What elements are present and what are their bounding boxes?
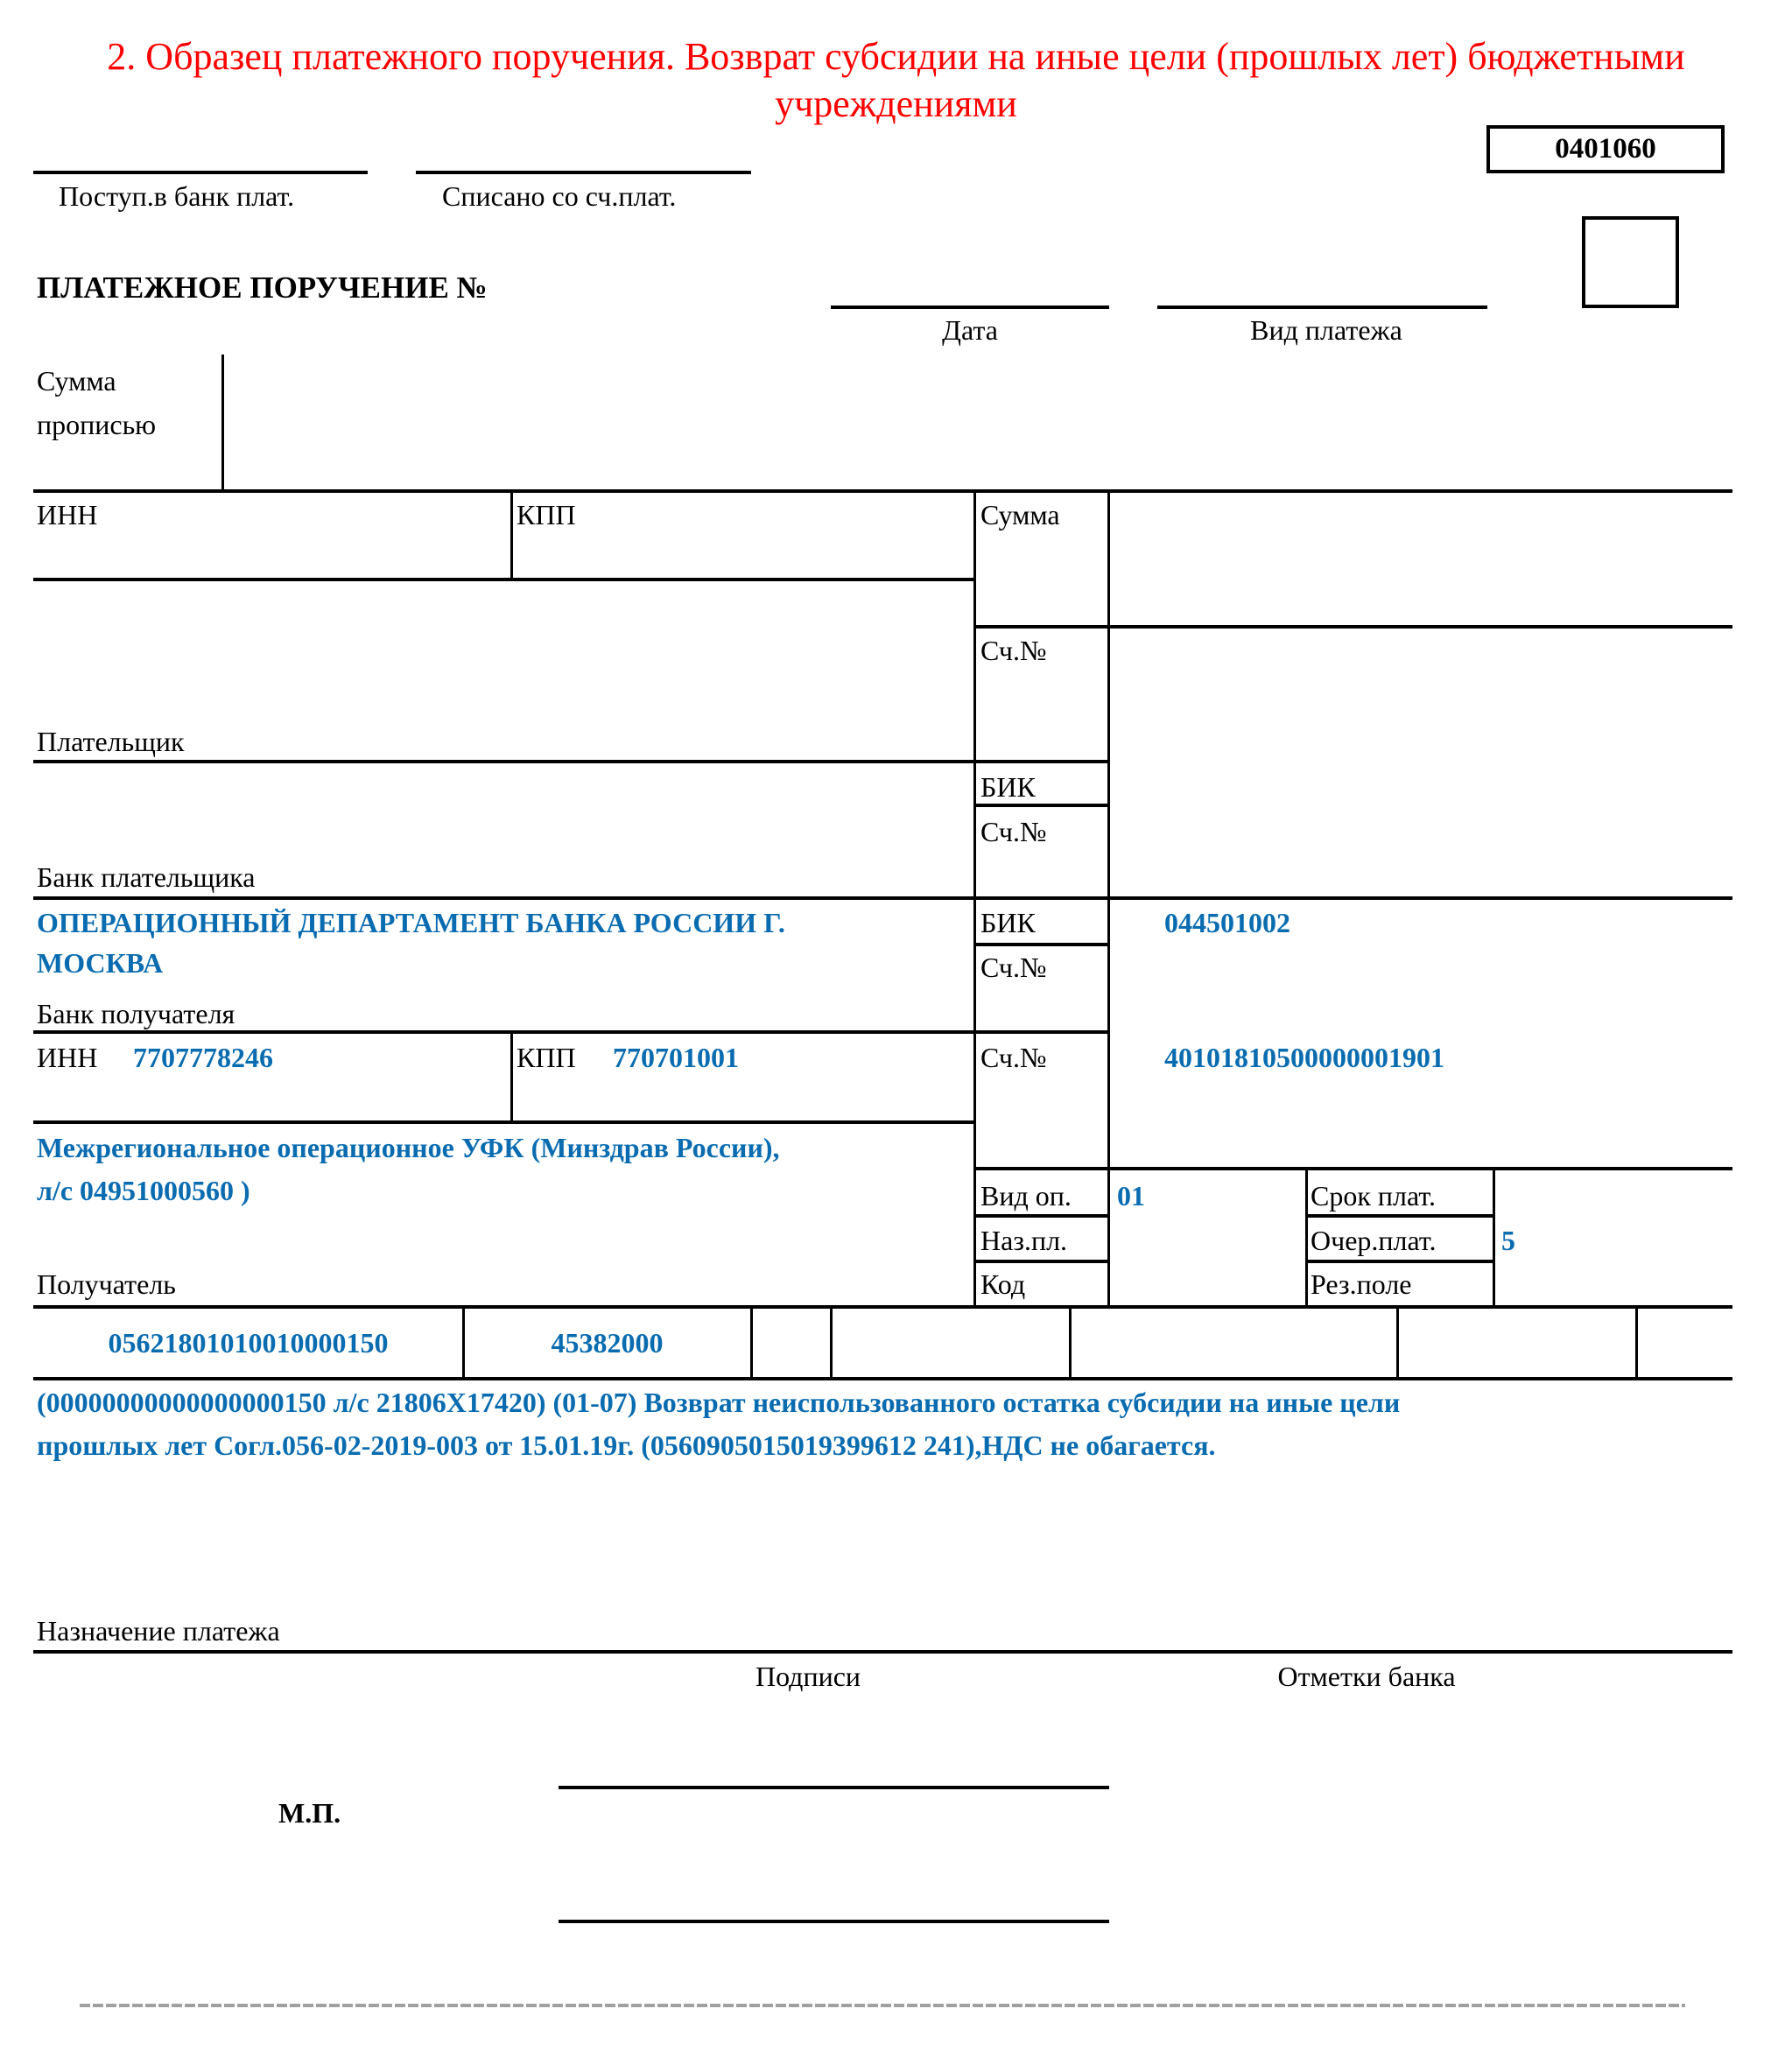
divider [975, 1214, 1109, 1218]
divider [510, 1032, 513, 1122]
received-date-field[interactable] [33, 171, 368, 174]
payer-account-label: Сч.№ [980, 635, 1047, 666]
debited-label: Списано со сч.плат. [442, 180, 677, 212]
divider [33, 578, 975, 581]
signature-line-1[interactable] [559, 1786, 1109, 1789]
page-title-line1: 2. Образец платежного поручения. Возврат субсидии на иные цели (прошлых лет) бюджетными [107, 35, 1685, 78]
divider [1069, 1307, 1072, 1379]
recipient-inn-label: ИНН [37, 1042, 98, 1073]
document-title: ПЛАТЕЖНОЕ ПОРУЧЕНИЕ № [37, 270, 488, 305]
form-code-box [1486, 125, 1725, 173]
payer-bank-bik-label: БИК [980, 771, 1036, 803]
payment-type-label: Вид платежа [1250, 314, 1402, 346]
recipient-label: Получатель [37, 1268, 176, 1300]
code-label: Код [980, 1268, 1026, 1300]
payer-bank-account-label: Сч.№ [980, 816, 1047, 847]
op-type-label: Вид оп. [980, 1180, 1072, 1212]
priority-value: 5 [1501, 1225, 1515, 1256]
divider [975, 804, 1109, 807]
purpose-line-1: (00000000000000000150 л/с 21806Х17420) (01-07) Возврат неиспользованного остатка субсидии на иные цели [37, 1387, 1401, 1418]
purpose-code-label: Наз.пл. [980, 1225, 1068, 1256]
kbk-value: 05621801010010000150 [108, 1327, 389, 1359]
divider [33, 896, 1732, 900]
recipient-bank-label: Банк получателя [37, 998, 235, 1029]
date-label: Дата [942, 314, 998, 346]
payer-kpp-label: КПП [517, 499, 576, 530]
divider [1307, 1214, 1494, 1218]
bank-marks-label: Отметки банка [1277, 1661, 1456, 1692]
divider [975, 943, 1109, 946]
form-code: 0401060 [1555, 133, 1656, 165]
divider [1635, 1307, 1638, 1379]
reserve-field-label: Рез.поле [1311, 1268, 1412, 1300]
payment-type-field[interactable] [1157, 306, 1487, 309]
debited-date-field[interactable] [416, 171, 751, 174]
amount-words-label-2: прописью [37, 409, 157, 440]
amount-words-field[interactable] [226, 355, 1732, 489]
recipient-account-label: Сч.№ [980, 1042, 1047, 1073]
signature-line-2[interactable] [559, 1920, 1109, 1923]
recipient-bank-name-2: МОСКВА [37, 947, 164, 979]
stamp-label: М.П. [278, 1797, 341, 1829]
divider [33, 1030, 1109, 1034]
due-date-label: Срок плат. [1311, 1180, 1436, 1212]
amount-label: Сумма [980, 499, 1060, 530]
cut-line [80, 2004, 1685, 2007]
oktmo-value: 45382000 [551, 1327, 664, 1359]
divider [1305, 1169, 1308, 1307]
divider [33, 489, 1732, 493]
received-label: Поступ.в банк плат. [59, 180, 295, 212]
divider [510, 491, 513, 579]
divider [33, 1305, 1732, 1309]
priority-label: Очер.плат. [1311, 1225, 1437, 1256]
recipient-name-1: Межрегиональное операционное УФК (Минздрав России), [37, 1132, 780, 1163]
purpose-label: Назначение платежа [37, 1615, 280, 1647]
signatures-label: Подписи [755, 1661, 861, 1692]
recipient-bank-bik-value: 044501002 [1164, 907, 1290, 938]
recipient-kpp-value: 770701001 [613, 1042, 739, 1073]
payer-status-box[interactable] [1582, 216, 1679, 308]
divider [1493, 1169, 1495, 1307]
op-type-value: 01 [1117, 1180, 1145, 1212]
recipient-account-value: 40101810500000001901 [1164, 1042, 1444, 1073]
divider [33, 760, 1109, 763]
divider [830, 1307, 833, 1379]
divider [975, 625, 1732, 629]
recipient-bank-name-1: ОПЕРАЦИОННЫЙ ДЕПАРТАМЕНТ БАНКА РОССИИ Г. [37, 907, 785, 938]
recipient-kpp-label: КПП [517, 1042, 576, 1073]
payer-inn-label: ИНН [37, 499, 98, 530]
divider [975, 1167, 1732, 1170]
payer-label: Плательщик [37, 726, 185, 757]
divider [221, 355, 224, 493]
amount-words-label-1: Сумма [37, 365, 116, 397]
payer-bank-label: Банк плательщика [37, 861, 256, 893]
recipient-name-2: л/с 04951000560 ) [37, 1175, 250, 1206]
page-title-line2: учреждениями [775, 82, 1017, 125]
recipient-inn-value: 7707778246 [133, 1042, 273, 1073]
divider [1307, 1260, 1494, 1263]
divider [975, 1260, 1109, 1263]
divider [33, 1377, 1732, 1380]
divider [1396, 1307, 1399, 1379]
recipient-bank-bik-label: БИК [980, 907, 1036, 938]
recipient-bank-account-label: Сч.№ [980, 952, 1047, 983]
divider [33, 1120, 975, 1124]
divider [33, 1650, 1732, 1654]
purpose-line-2: прошлых лет Согл.056-02-2019-003 от 15.01.19г. (0560905015019399612 241),НДС не обагается. [37, 1429, 1216, 1461]
date-field[interactable] [831, 306, 1109, 309]
